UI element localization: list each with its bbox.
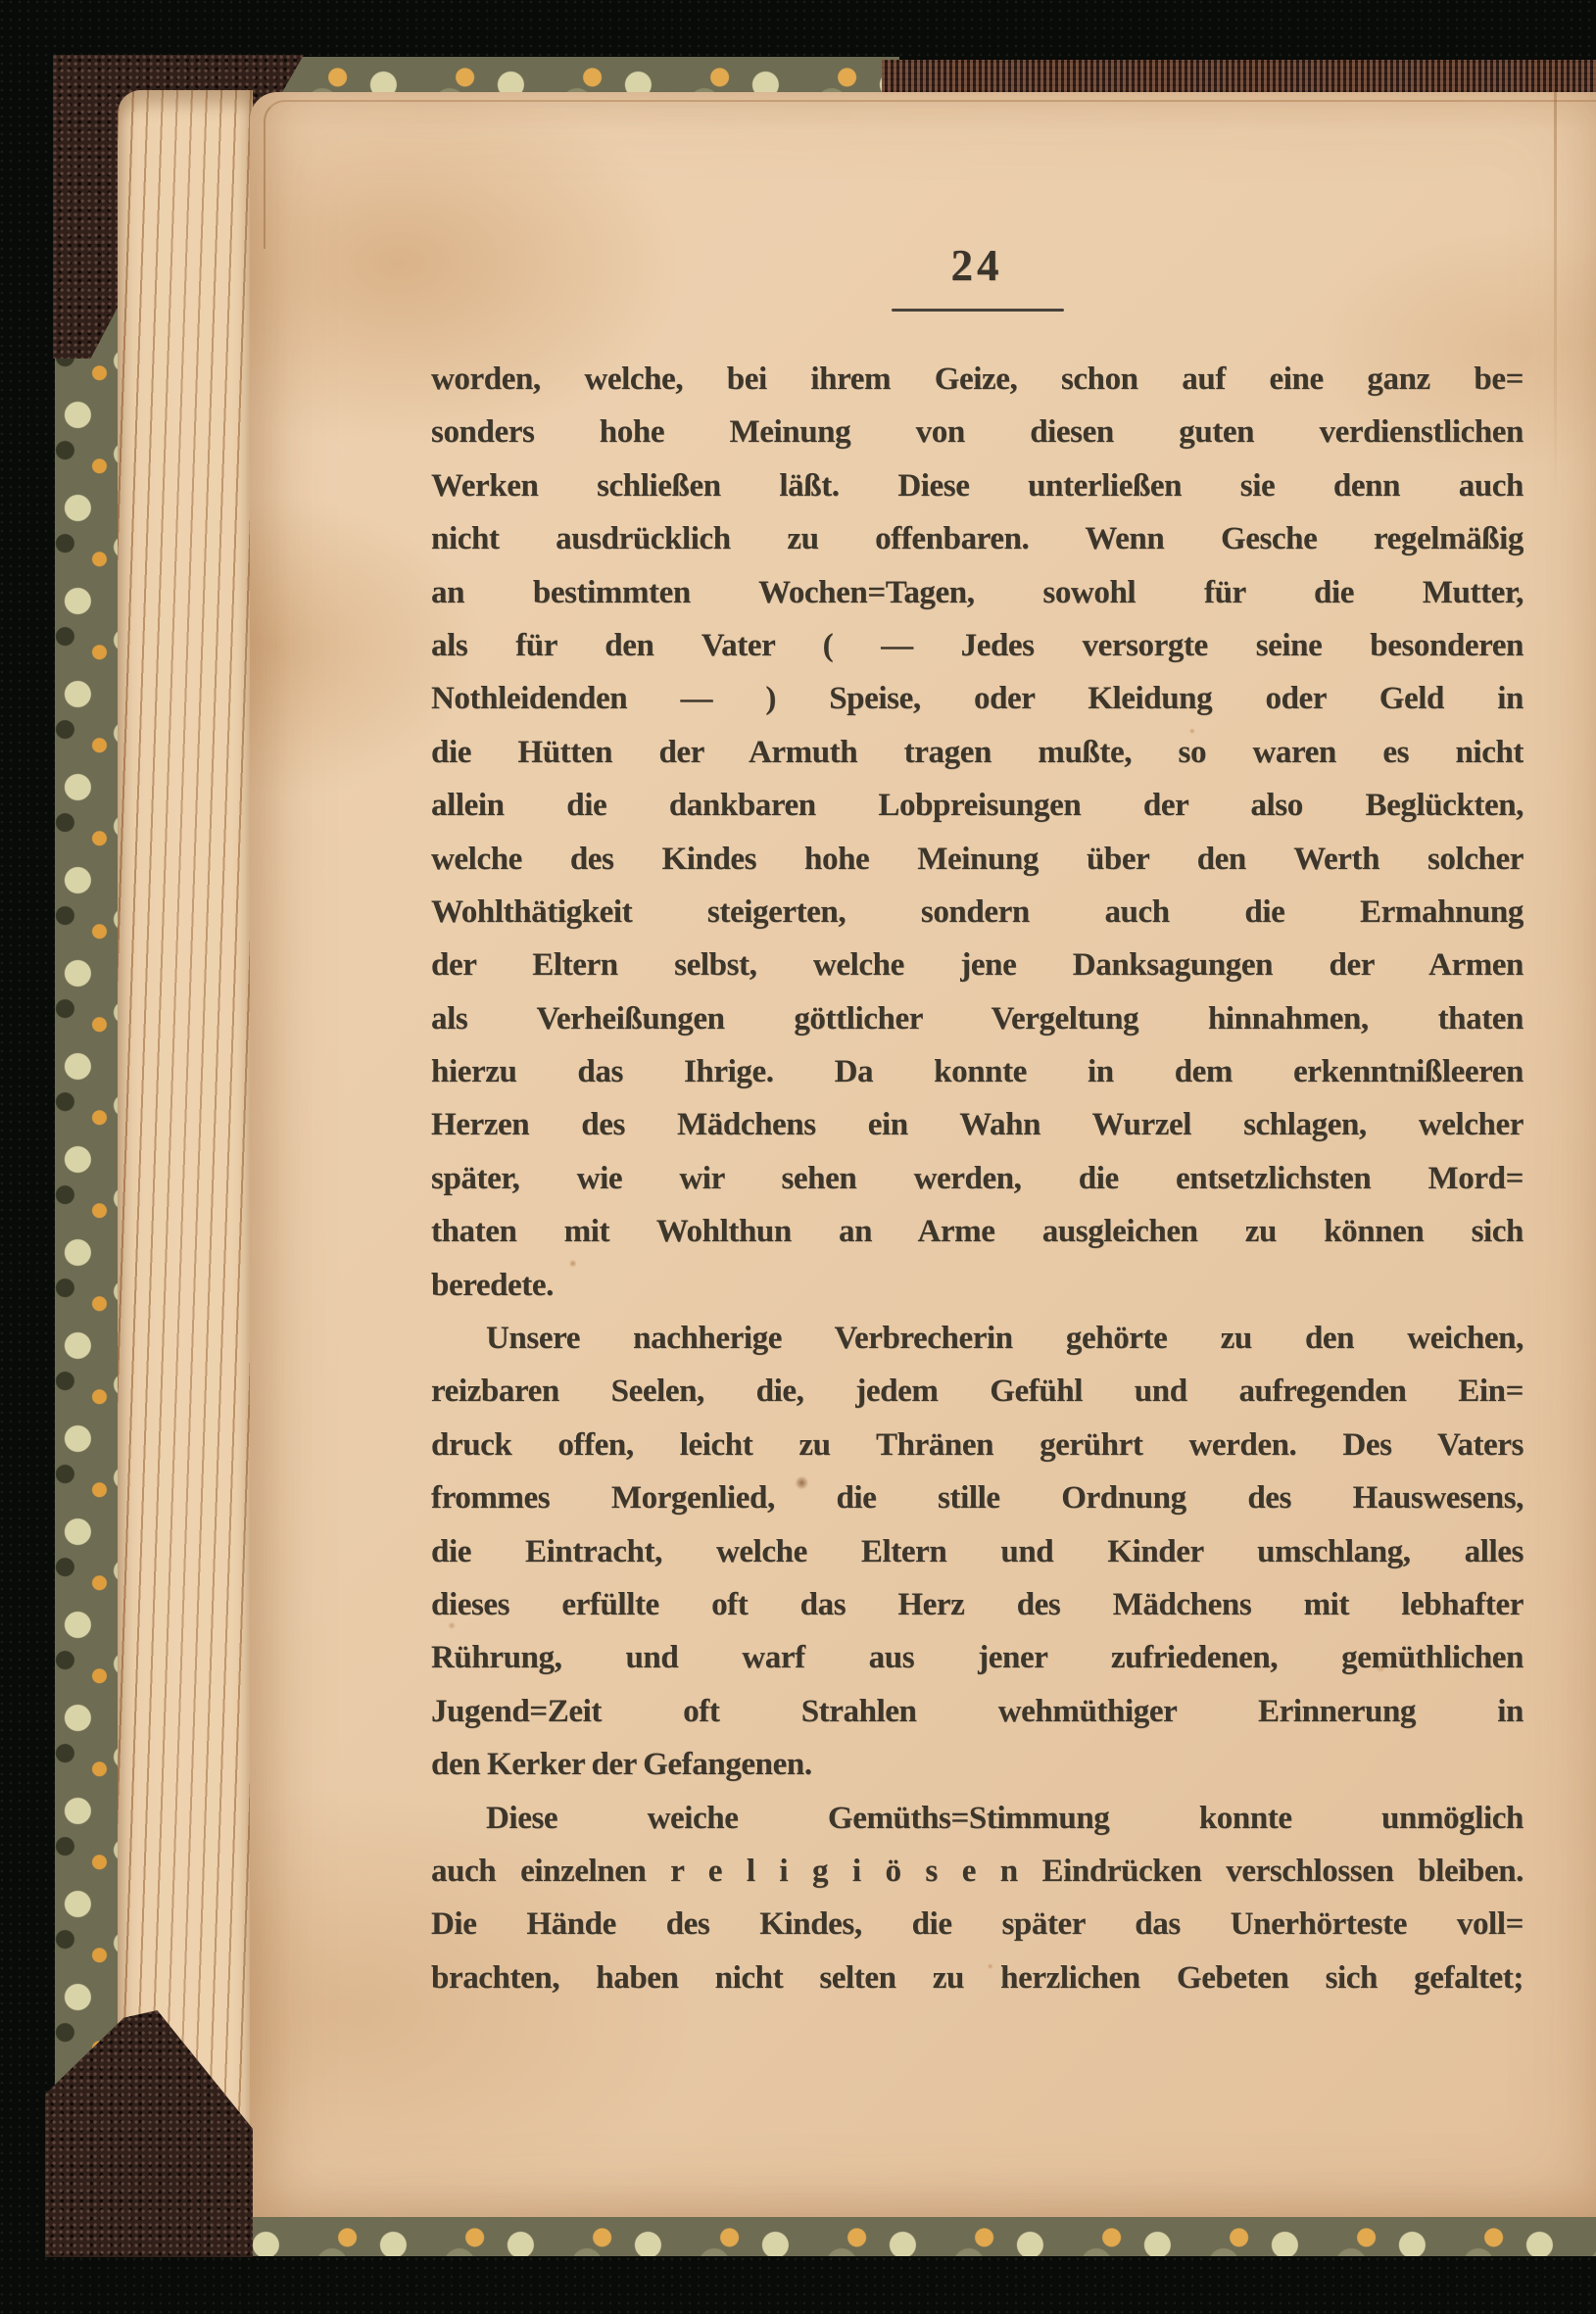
text-line: den Kerker der Gefangenen.: [431, 1747, 812, 1783]
page-number-rule: [892, 309, 1064, 312]
text-line: Wohlthätigkeit steigerten, sondern auch die Ermahnung: [431, 893, 1523, 930]
text-line: Herzen des Mädchens ein Wahn Wurzel schlagen, welcher: [431, 1107, 1523, 1143]
text-line: thaten mit Wohlthun an Arme ausgleichen zu können sich: [431, 1214, 1523, 1250]
text-line: welche des Kindes hohe Meinung über den Werth solcher: [431, 841, 1523, 877]
text-line: auch einzelnen r e l i g i ö s e n Eindrücken verschlossen bleiben.: [431, 1853, 1523, 1889]
text-line: als Verheißungen göttlicher Vergeltung hinnahmen, thaten: [431, 1000, 1523, 1036]
page-edge-stack: [118, 90, 253, 2243]
page-crease: [1554, 92, 1557, 504]
text-line: dieses erfüllte oft das Herz des Mädchens mit lebhafter: [431, 1586, 1523, 1622]
text-line: Werken schließen läßt. Diese unterließen sie denn auch: [431, 467, 1523, 504]
text-line: an bestimmten Wochen=Tagen, sowohl für die Mutter,: [431, 574, 1523, 610]
text-line: reizbaren Seelen, die, jedem Gefühl und aufregenden Ein=: [431, 1374, 1523, 1410]
text-line: brachten, haben nicht selten zu herzlichen Gebeten sich gefaltet;: [431, 1959, 1523, 1996]
text-line: druck offen, leicht zu Thränen gerührt werden. Des Vaters: [431, 1426, 1523, 1463]
text-line: der Eltern selbst, welche jene Danksagungen der Armen: [431, 947, 1523, 984]
marbled-board-bottom-edge: [243, 2217, 1596, 2256]
text-line: frommes Morgenlied, die stille Ordnung des Hauswesens,: [431, 1480, 1523, 1517]
text-line: sonders hohe Meinung von diesen guten verdienstlichen: [431, 414, 1523, 451]
text-block: [431, 353, 1523, 2004]
text-line: die Hütten der Armuth tragen mußte, so waren es nicht: [431, 734, 1523, 770]
text-line: beredete.: [431, 1267, 554, 1303]
text-line: Jugend=Zeit oft Strahlen wehmüthiger Erinnerung in: [431, 1693, 1523, 1729]
text-line: Die Hände des Kindes, die später das Unerhörteste voll=: [431, 1906, 1523, 1943]
text-line: Rührung, und warf aus jener zufriedenen, gemüthlichen: [431, 1640, 1523, 1676]
text-line: Nothleidenden — ) Speise, oder Kleidung oder Geld in: [431, 681, 1523, 717]
text-line: als für den Vater ( — Jedes versorgte seine besonderen: [431, 627, 1523, 663]
text-line: nicht ausdrücklich zu offenbaren. Wenn Gesche regelmäßig: [431, 521, 1523, 557]
text-line: die Eintracht, welche Eltern und Kinder umschlang, alles: [431, 1533, 1523, 1569]
text-line: Diese weiche Gemüths=Stimmung konnte unmöglich: [486, 1800, 1523, 1836]
text-line: Unsere nachherige Verbrecherin gehörte zu den weichen,: [486, 1321, 1523, 1357]
text-line: worden, welche, bei ihrem Geize, schon auf eine ganz be=: [431, 362, 1523, 397]
page-under-edge: [264, 100, 1596, 249]
text-line: später, wie wir sehen werden, die entsetzlichsten Mord=: [431, 1160, 1523, 1196]
text-line: allein die dankbaren Lobpreisungen der also Beglückten,: [431, 788, 1523, 824]
text-line: hierzu das Ihrige. Da konnte in dem erkenntnißleeren: [431, 1054, 1523, 1090]
book-page: [250, 92, 1596, 2222]
page-number: 24: [950, 241, 1003, 290]
